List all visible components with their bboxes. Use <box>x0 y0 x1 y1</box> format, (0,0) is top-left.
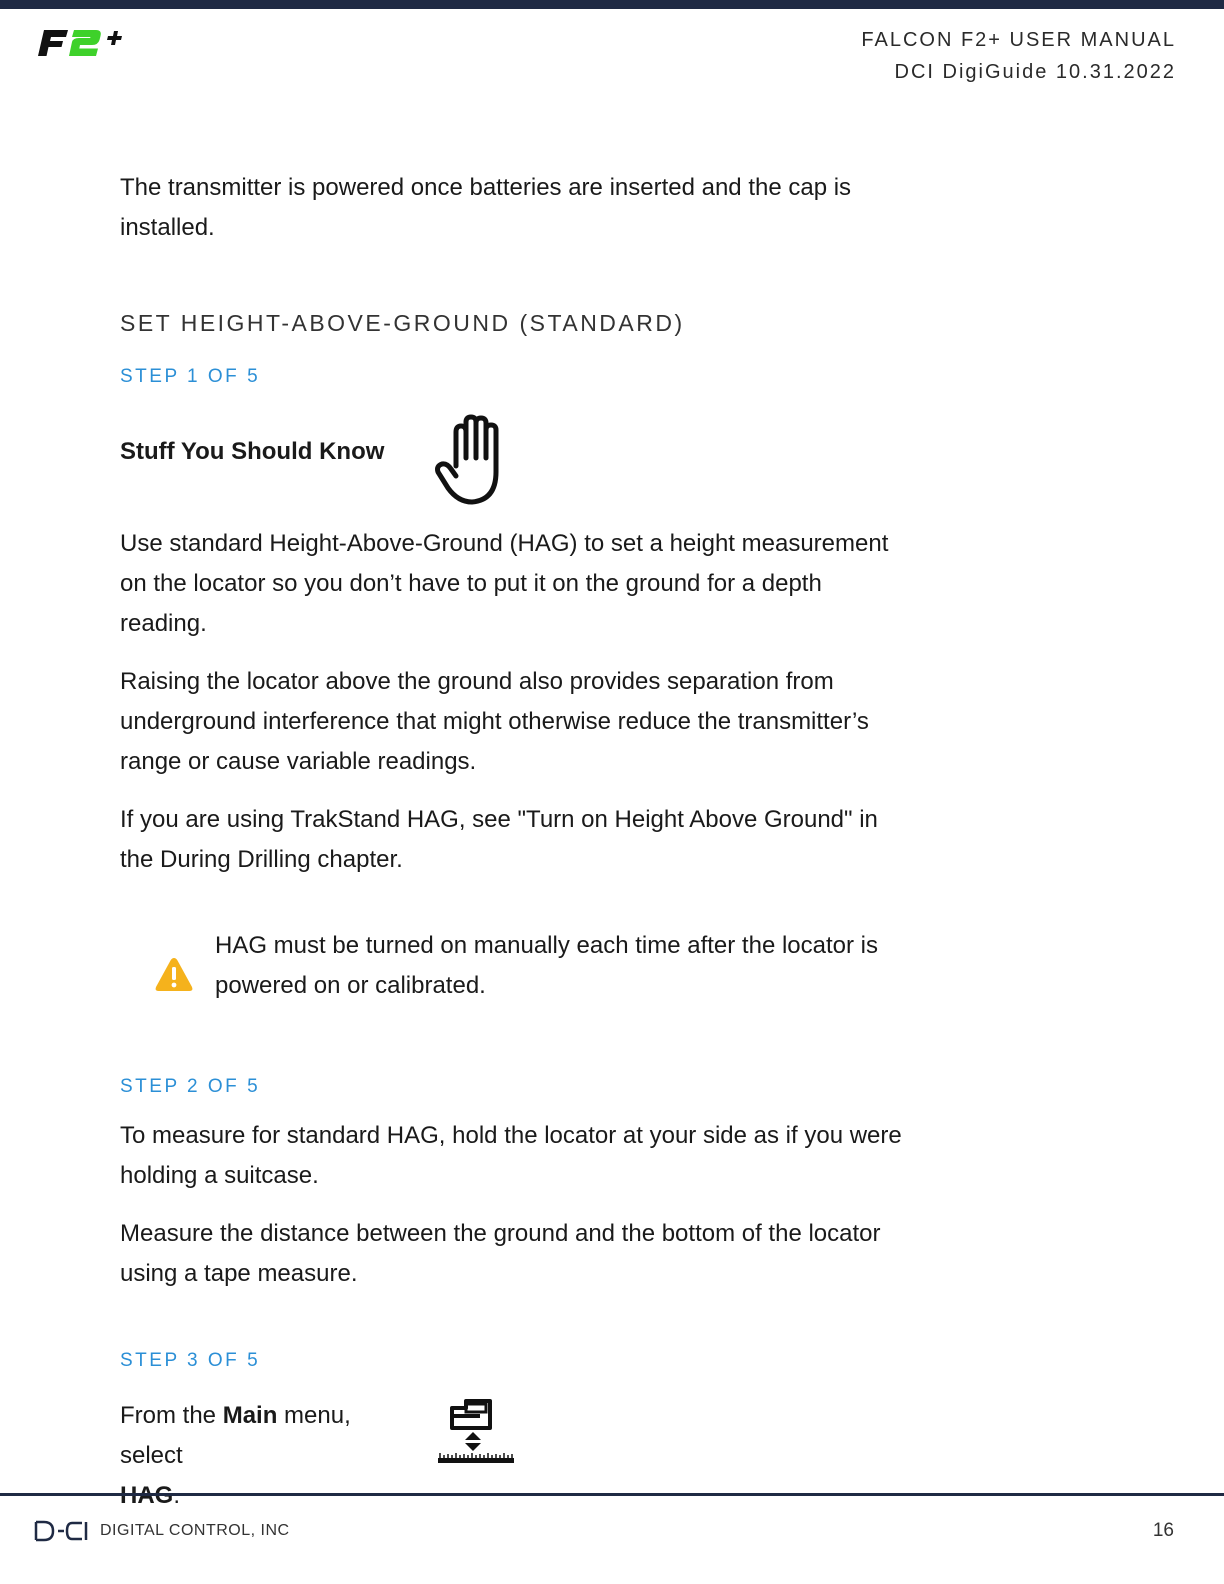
hand-stop-icon <box>434 414 518 506</box>
step-1-paragraph-1: Use standard Height-Above-Ground (HAG) to set a height measurement on the locator so you don’t have to put it on the ground for a depth reading. <box>120 530 889 637</box>
step-1-paragraph-3: If you are using TrakStand HAG, see "Turn on Height Above Ground" in the During Drilling chapter. <box>120 806 878 873</box>
header-info <box>861 24 1176 88</box>
manual-title: FALCON F2+ USER MANUAL <box>861 29 1176 51</box>
step-1-label: STEP 1 OF 5 <box>120 366 261 387</box>
page-number: 16 <box>1152 1520 1174 1541</box>
top-bar <box>0 0 1224 9</box>
stuff-title: Stuff You Should Know <box>120 438 385 465</box>
step-3-text-before: From the <box>120 1402 223 1429</box>
page-content <box>120 168 910 1476</box>
step-3-text <box>120 1396 420 1516</box>
step-2-paragraph-2: Measure the distance between the ground and the bottom of the locator using a tape measure. <box>120 1220 881 1287</box>
step-2-paragraph-1: To measure for standard HAG, hold the locator at your side as if you were holding a suitcase. <box>120 1122 902 1189</box>
step-3-label: STEP 3 OF 5 <box>120 1350 261 1371</box>
stuff-you-should-know <box>120 414 910 510</box>
dci-logo <box>34 1520 90 1542</box>
f2-plus-logo <box>34 24 124 60</box>
step-3-instruction <box>120 1396 910 1476</box>
intro-paragraph: The transmitter is powered once batteries are inserted and the cap is installed. <box>120 174 852 241</box>
footer-divider <box>0 1493 1224 1496</box>
step-3-text-middle: menu, select <box>120 1402 351 1469</box>
section-title: SET HEIGHT-ABOVE-GROUND (STANDARD) <box>120 310 685 336</box>
step-1-paragraph-2: Raising the locator above the ground also provides separation from underground interference that might otherwise reduce the transmitter’s range or cause variable readings. <box>120 668 869 775</box>
warning-note <box>120 926 910 1016</box>
warning-icon <box>154 956 194 994</box>
main-menu-name: Main <box>222 1402 278 1429</box>
footer-company: DIGITAL CONTROL, INC <box>100 1522 290 1539</box>
hag-icon <box>436 1398 516 1464</box>
guide-version: DCI DigiGuide 10.31.2022 <box>894 61 1176 83</box>
step-2-label: STEP 2 OF 5 <box>120 1076 261 1097</box>
warning-text: HAG must be turned on manually each time after the locator is powered on or calibrated. <box>215 932 878 999</box>
